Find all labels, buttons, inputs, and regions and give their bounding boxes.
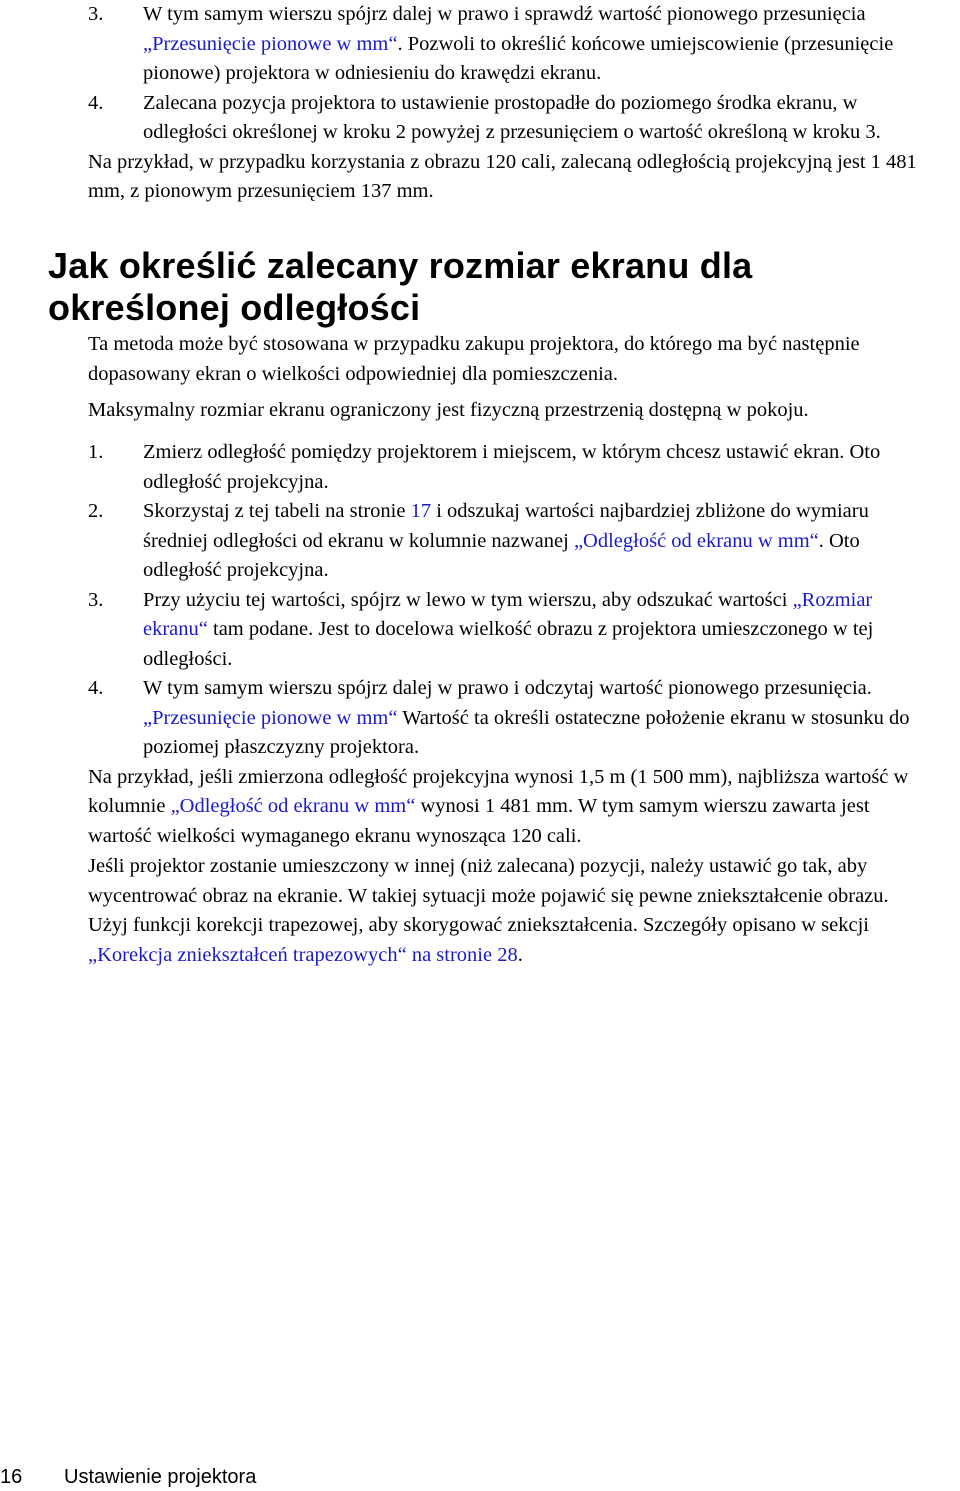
step-text: Skorzystaj z tej tabeli na stronie — [143, 500, 411, 522]
page-number: 16 — [0, 1466, 23, 1488]
top-list — [0, 0, 960, 207]
vertical-offset-link[interactable]: „Przesunięcie pionowe w mm“ — [143, 706, 398, 729]
list-number: 4. — [88, 91, 104, 114]
step-item — [0, 497, 960, 586]
note-block — [0, 852, 960, 970]
step-text: W tym samym wierszu spójrz dalej w prawo i odczytaj wartość pionowego przesunięcia. — [143, 677, 872, 699]
step-number: 3. — [88, 588, 104, 611]
list-item — [0, 89, 960, 148]
step-item — [0, 586, 960, 675]
section-heading: Jak określić zalecany rozmiar ekranu dla określonej odległości — [48, 245, 753, 328]
keystone-correction-link[interactable]: „Korekcja zniekształceń trapezowych“ na stronie 28 — [88, 943, 518, 966]
example-text: Na przykład, jeśli zmierzona odległość projekcyjna wynosi 1,5 m (1 500 mm), najbliższa wartość w kolumnie — [88, 765, 909, 817]
note-text: Jeśli projektor zostanie umieszczony w innej (niż zalecana) pozycji, należy ustawić go tak, aby wycentrować obraz na ekranie. W takiej sytuacji może pojawić się pewne zniekształcenie obrazu. Użyj funkcji korekcji trapezowej, aby skorygować zniekształcenia. Szczegóły opisano w sekcji — [88, 855, 889, 936]
list-text: . Pozwoli to określić końcowe umiejscowienie (przesunięcie pionowe) projektora w odniesieniu do krawędzi ekranu. — [143, 32, 894, 84]
example-paragraph — [0, 763, 960, 852]
note-text: . — [517, 943, 523, 966]
vertical-offset-link[interactable]: „Przesunięcie pionowe w mm“ — [143, 32, 398, 55]
example-paragraph: Na przykład, w przypadku korzystania z obrazu 120 cali, zalecaną odległością projekcyjną jest 1 481 mm, z pionowym przesunięciem 137 mm. — [88, 150, 917, 202]
screen-distance-link[interactable]: „Odległość od ekranu w mm“ — [573, 529, 819, 552]
steps-list — [0, 438, 960, 851]
example-text: wynosi 1 481 mm. W tym samym wierszu zawarta jest wartość wielkości wymaganego ekranu wynosząca 120 cali. — [88, 795, 870, 847]
step-number: 4. — [88, 677, 104, 699]
step-text: Wartość ta określi ostateczne położenie ekranu w stosunku do poziomej płaszczyzny projektora. — [143, 706, 910, 758]
step-number: 1. — [88, 441, 104, 463]
intro-paragraph: Ta metoda może być stosowana w przypadku zakupu projektora, do którego ma być następnie dopasowany ekran o wielkości odpowiedniej dla pomieszczenia. — [88, 333, 860, 385]
screen-size-link[interactable]: „Rozmiar ekranu“ — [143, 588, 873, 640]
page-link[interactable]: 17 — [410, 500, 432, 522]
list-text: W tym samym wierszu spójrz dalej w prawo i sprawdź wartość pionowego przesunięcia — [143, 3, 866, 25]
step-text: tam podane. Jest to docelowa wielkość obrazu z projektora umieszczonego w tej odległości. — [143, 618, 874, 670]
step-item — [0, 438, 960, 497]
list-text: Zalecana pozycja projektora to ustawienie prostopadłe do poziomego środka ekranu, w odległości określonej w kroku 2 powyżej z przesunięciem o wartość określoną w kroku 3. — [143, 91, 881, 143]
intro-paragraph: Maksymalny rozmiar ekranu ograniczony jest fizyczną przestrzenią dostępną w pokoju. — [88, 399, 809, 421]
step-text: . Oto odległość projekcyjna. — [143, 529, 860, 581]
list-number: 3. — [88, 3, 104, 25]
step-text: Przy użyciu tej wartości, spójrz w lewo w tym wierszu, aby odszukać wartości — [143, 588, 793, 611]
note-paragraph — [0, 852, 960, 970]
intro-block-2 — [0, 396, 960, 426]
list-item — [0, 0, 960, 89]
step-text: Zmierz odległość pomiędzy projektorem i miejscem, w którym chcesz ustawić ekran. Oto odległość projekcyjna. — [143, 441, 881, 493]
intro-block — [0, 330, 960, 389]
step-text: i odszukaj wartości najbardziej zbliżone do wymiaru średniej odległości od ekranu w kolumnie nazwanej — [143, 500, 869, 552]
step-item — [0, 674, 960, 763]
footer-section-title: Ustawienie projektora — [64, 1466, 257, 1488]
step-number: 2. — [88, 500, 104, 522]
screen-distance-link[interactable]: „Odległość od ekranu w mm“ — [170, 795, 416, 817]
